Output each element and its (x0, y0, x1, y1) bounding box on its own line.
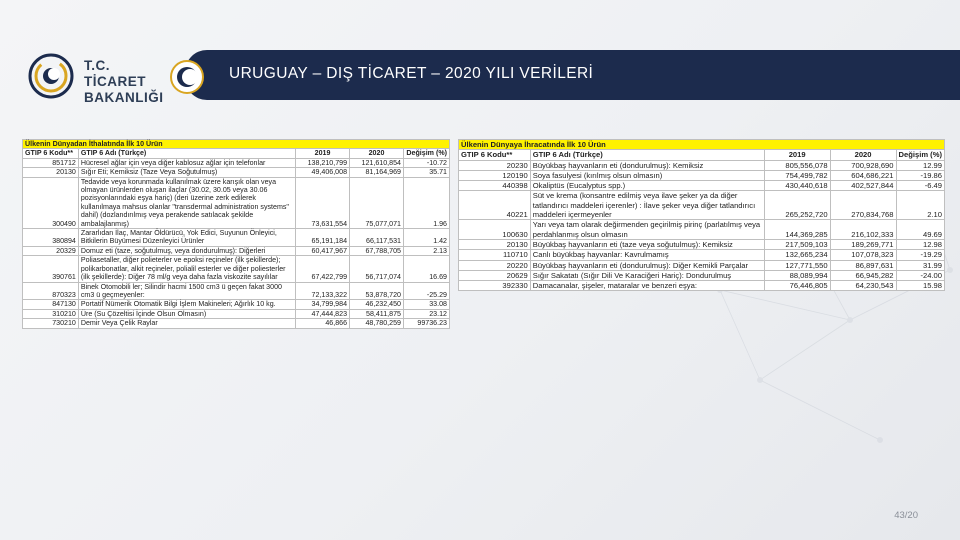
value-2020-cell: 81,164,969 (350, 168, 404, 177)
product-name-cell: Hücresel ağlar için veya diğer kablosuz ağlar için telefonlar (78, 158, 295, 167)
gtip-code-cell: 300490 (23, 177, 79, 228)
export-table-caption: Ülkenin Dünyaya İhracatında İlk 10 Ürün (459, 140, 945, 150)
value-2020-cell: 53,878,720 (350, 282, 404, 300)
gtip-code-cell: 20220 (459, 260, 531, 270)
gtip-code-cell: 110710 (459, 250, 531, 260)
table-row (459, 250, 945, 260)
table-row (459, 220, 945, 240)
value-2020-cell: 46,232,450 (350, 300, 404, 309)
value-2019-cell: 430,440,618 (764, 181, 830, 191)
product-name-cell: Domuz eti (taze, soğutulmuş, veya dondurulmuş): Diğerleri (78, 246, 295, 255)
value-2019-cell: 47,444,823 (296, 309, 350, 318)
ministry-emblem-icon (28, 53, 74, 99)
change-percent-cell: 16.69 (403, 256, 449, 282)
value-2019-cell: 217,509,103 (764, 239, 830, 249)
product-name-cell: Büyükbaş hayvanların eti (dondurulmuş): Diğer Kemikli Parçalar (530, 260, 764, 270)
ministry-logo (22, 48, 172, 104)
value-2019-cell: 754,499,782 (764, 170, 830, 180)
column-header: 2020 (830, 150, 896, 160)
table-row (459, 170, 945, 180)
value-2020-cell: 67,788,705 (350, 246, 404, 255)
value-2019-cell: 805,556,078 (764, 160, 830, 170)
table-row (23, 300, 450, 309)
table-row (23, 319, 450, 328)
table-row (23, 168, 450, 177)
column-header: 2019 (764, 150, 830, 160)
column-header: GTIP 6 Adı (Türkçe) (530, 150, 764, 160)
gtip-code-cell: 40221 (459, 191, 531, 220)
table-row (23, 256, 450, 282)
product-name-cell: Zararlıdan İlaç, Mantar Öldürücü, Yok Edici, Suyunun Önleyici, Bitkilerin Büyümesi Düzenleyici Ürünler (78, 229, 295, 247)
value-2020-cell: 56,717,074 (350, 256, 404, 282)
gtip-code-cell: 380894 (23, 229, 79, 247)
value-2020-cell: 107,078,323 (830, 250, 896, 260)
gtip-code-cell: 730210 (23, 319, 79, 328)
value-2020-cell: 189,269,771 (830, 239, 896, 249)
value-2019-cell: 34,799,984 (296, 300, 350, 309)
import-table (22, 139, 450, 329)
product-name-cell: Büyükbaş hayvanların eti (dondurulmuş): Kemiksiz (530, 160, 764, 170)
column-header: GTIP 6 Adı (Türkçe) (78, 149, 295, 158)
table-row (459, 191, 945, 220)
value-2019-cell: 132,665,234 (764, 250, 830, 260)
column-header: GTIP 6 Kodu** (459, 150, 531, 160)
change-percent-cell: -19.86 (896, 170, 945, 180)
change-percent-cell: -10.72 (403, 158, 449, 167)
product-name-cell: Demir Veya Çelik Raylar (78, 319, 295, 328)
value-2019-cell: 265,252,720 (764, 191, 830, 220)
column-header: GTIP 6 Kodu** (23, 149, 79, 158)
table-row (459, 239, 945, 249)
change-percent-cell: 2.10 (896, 191, 945, 220)
product-name-cell: Canlı büyükbaş hayvanlar: Kavrulmamış (530, 250, 764, 260)
product-name-cell: Okaliptüs (Eucalyptus spp.) (530, 181, 764, 191)
value-2020-cell: 604,686,221 (830, 170, 896, 180)
change-percent-cell: 33.08 (403, 300, 449, 309)
value-2019-cell: 46,866 (296, 319, 350, 328)
product-name-cell: Sığır Eti; Kemiksiz (Taze Veya Soğutulmuş) (78, 168, 295, 177)
export-table-body (459, 160, 945, 291)
ministry-name (84, 58, 172, 106)
value-2019-cell: 76,446,805 (764, 281, 830, 291)
import-table-body (23, 158, 450, 328)
column-header: 2019 (296, 149, 350, 158)
product-name-cell: Poliasetaller, diğer polieterler ve epoksi reçineler (ilk şekillerde); polikarbonatlar, alkit reçineler, polialil esterler ve diğer poliesterler (ilk şekillerde): Diğer 78 ml/g veya daha fazla viskozite sayılılar (78, 256, 295, 282)
change-percent-cell: 2.13 (403, 246, 449, 255)
product-name-cell: Üre (Su Çözeltisi İçinde Olsun Olmasın) (78, 309, 295, 318)
change-percent-cell: 1.96 (403, 177, 449, 228)
gtip-code-cell: 20130 (459, 239, 531, 249)
product-name-cell: Sığır Sakatatı (Sığır Dili Ve Karaciğeri Hariç): Dondurulmuş (530, 270, 764, 280)
table-row (23, 158, 450, 167)
value-2020-cell: 66,945,282 (830, 270, 896, 280)
export-table-caption-row (459, 140, 945, 150)
import-table-caption: Ülkenin Dünyadan İthalatında İlk 10 Ürün (23, 140, 450, 149)
table-row (459, 270, 945, 280)
value-2019-cell: 127,771,550 (764, 260, 830, 270)
value-2020-cell: 75,077,071 (350, 177, 404, 228)
value-2019-cell: 60,417,967 (296, 246, 350, 255)
gtip-code-cell: 20329 (23, 246, 79, 255)
crescent-emblem-icon (170, 60, 204, 94)
gtip-code-cell: 310210 (23, 309, 79, 318)
change-percent-cell: 15.98 (896, 281, 945, 291)
change-percent-cell: 31.99 (896, 260, 945, 270)
page-title: URUGUAY – DIŞ TİCARET – 2020 YILI VERİLERİ (229, 65, 594, 82)
value-2019-cell: 88,089,994 (764, 270, 830, 280)
value-2020-cell: 64,230,543 (830, 281, 896, 291)
column-header: 2020 (350, 149, 404, 158)
table-row (459, 160, 945, 170)
product-name-cell: Damacanalar, şişeler, mataralar ve benzeri eşya: (530, 281, 764, 291)
product-name-cell: Büyükbaş hayvanların eti (taze veya soğutulmuş): Kemiksiz (530, 239, 764, 249)
gtip-code-cell: 390761 (23, 256, 79, 282)
change-percent-cell: 12.98 (896, 239, 945, 249)
gtip-code-cell: 440398 (459, 181, 531, 191)
product-name-cell: Portatif Nümerik Otomatik Bilgi İşlem Makineleri; Ağırlık 10 kg. (78, 300, 295, 309)
table-row (459, 181, 945, 191)
value-2020-cell: 216,102,333 (830, 220, 896, 240)
change-percent-cell: -25.29 (403, 282, 449, 300)
value-2019-cell: 72,133,322 (296, 282, 350, 300)
gtip-code-cell: 851712 (23, 158, 79, 167)
gtip-code-cell: 100630 (459, 220, 531, 240)
change-percent-cell: 35.71 (403, 168, 449, 177)
change-percent-cell: -19.29 (896, 250, 945, 260)
product-name-cell: Binek Otomobili ler; Silindir hacmi 1500 cm3 ü geçen fakat 3000 cm3 ü geçmeyenler: (78, 282, 295, 300)
value-2020-cell: 66,117,531 (350, 229, 404, 247)
table-row (23, 282, 450, 300)
value-2020-cell: 270,834,768 (830, 191, 896, 220)
change-percent-cell: 23.12 (403, 309, 449, 318)
gtip-code-cell: 392330 (459, 281, 531, 291)
product-name-cell: Yarı veya tam olarak değirmenden geçirilmiş pirinç (parlatılmış veya perdahlanmış olsun olmasın (530, 220, 764, 240)
value-2020-cell: 86,897,631 (830, 260, 896, 270)
value-2020-cell: 58,411,875 (350, 309, 404, 318)
header (0, 48, 960, 104)
product-name-cell: Soya fasulyesi (kırılmış olsun olmasın) (530, 170, 764, 180)
table-row (23, 246, 450, 255)
value-2019-cell: 73,631,554 (296, 177, 350, 228)
change-percent-cell: 12.99 (896, 160, 945, 170)
title-bar (185, 50, 960, 100)
gtip-code-cell: 20629 (459, 270, 531, 280)
change-percent-cell: -24.00 (896, 270, 945, 280)
gtip-code-cell: 870323 (23, 282, 79, 300)
value-2019-cell: 144,369,285 (764, 220, 830, 240)
import-table-caption-row (23, 140, 450, 149)
change-percent-cell: 49.69 (896, 220, 945, 240)
value-2019-cell: 65,191,184 (296, 229, 350, 247)
value-2020-cell: 700,928,690 (830, 160, 896, 170)
column-header: Değişim (%) (403, 149, 449, 158)
change-percent-cell: -6.49 (896, 181, 945, 191)
gtip-code-cell: 847130 (23, 300, 79, 309)
gtip-code-cell: 20230 (459, 160, 531, 170)
value-2019-cell: 138,210,799 (296, 158, 350, 167)
export-table (458, 139, 945, 291)
gtip-code-cell: 20130 (23, 168, 79, 177)
gtip-code-cell: 120190 (459, 170, 531, 180)
ministry-name-line1: T.C. TİCARET (84, 58, 146, 89)
value-2019-cell: 49,406,008 (296, 168, 350, 177)
change-percent-cell: 99736.23 (403, 319, 449, 328)
import-table-header (23, 149, 450, 158)
value-2020-cell: 48,780,259 (350, 319, 404, 328)
table-row (459, 260, 945, 270)
column-header: Değişim (%) (896, 150, 945, 160)
ministry-name-line2: BAKANLIĞI (84, 90, 164, 105)
export-table-header (459, 150, 945, 160)
product-name-cell: Süt ve krema (konsantre edilmiş veya ilave şeker ya da diğer tatlandırıcı maddeleri içerenler) : İlave şeker veya diğer tatlandırıcı maddeleri içermeyenler (530, 191, 764, 220)
value-2020-cell: 402,527,844 (830, 181, 896, 191)
value-2019-cell: 67,422,799 (296, 256, 350, 282)
value-2020-cell: 121,610,854 (350, 158, 404, 167)
table-row (23, 229, 450, 247)
change-percent-cell: 1.42 (403, 229, 449, 247)
page-number: 43/20 (894, 510, 918, 521)
table-row (459, 281, 945, 291)
table-row (23, 177, 450, 228)
table-row (23, 309, 450, 318)
product-name-cell: Tedavide veya korunmada kullanılmak üzere karışık olan veya olmayan ürünlerden oluşan ilaçlar (30.02, 30.05 veya 30.06 pozisyonlarındaki eşya hariç) (deri üzerine zerk edilerek kullanılmaya mahsus olanlar "transdermal administration systems" dahil) (dozlandırılmış veya perakende satılacak şekilde ambalajlanmış) (78, 177, 295, 228)
